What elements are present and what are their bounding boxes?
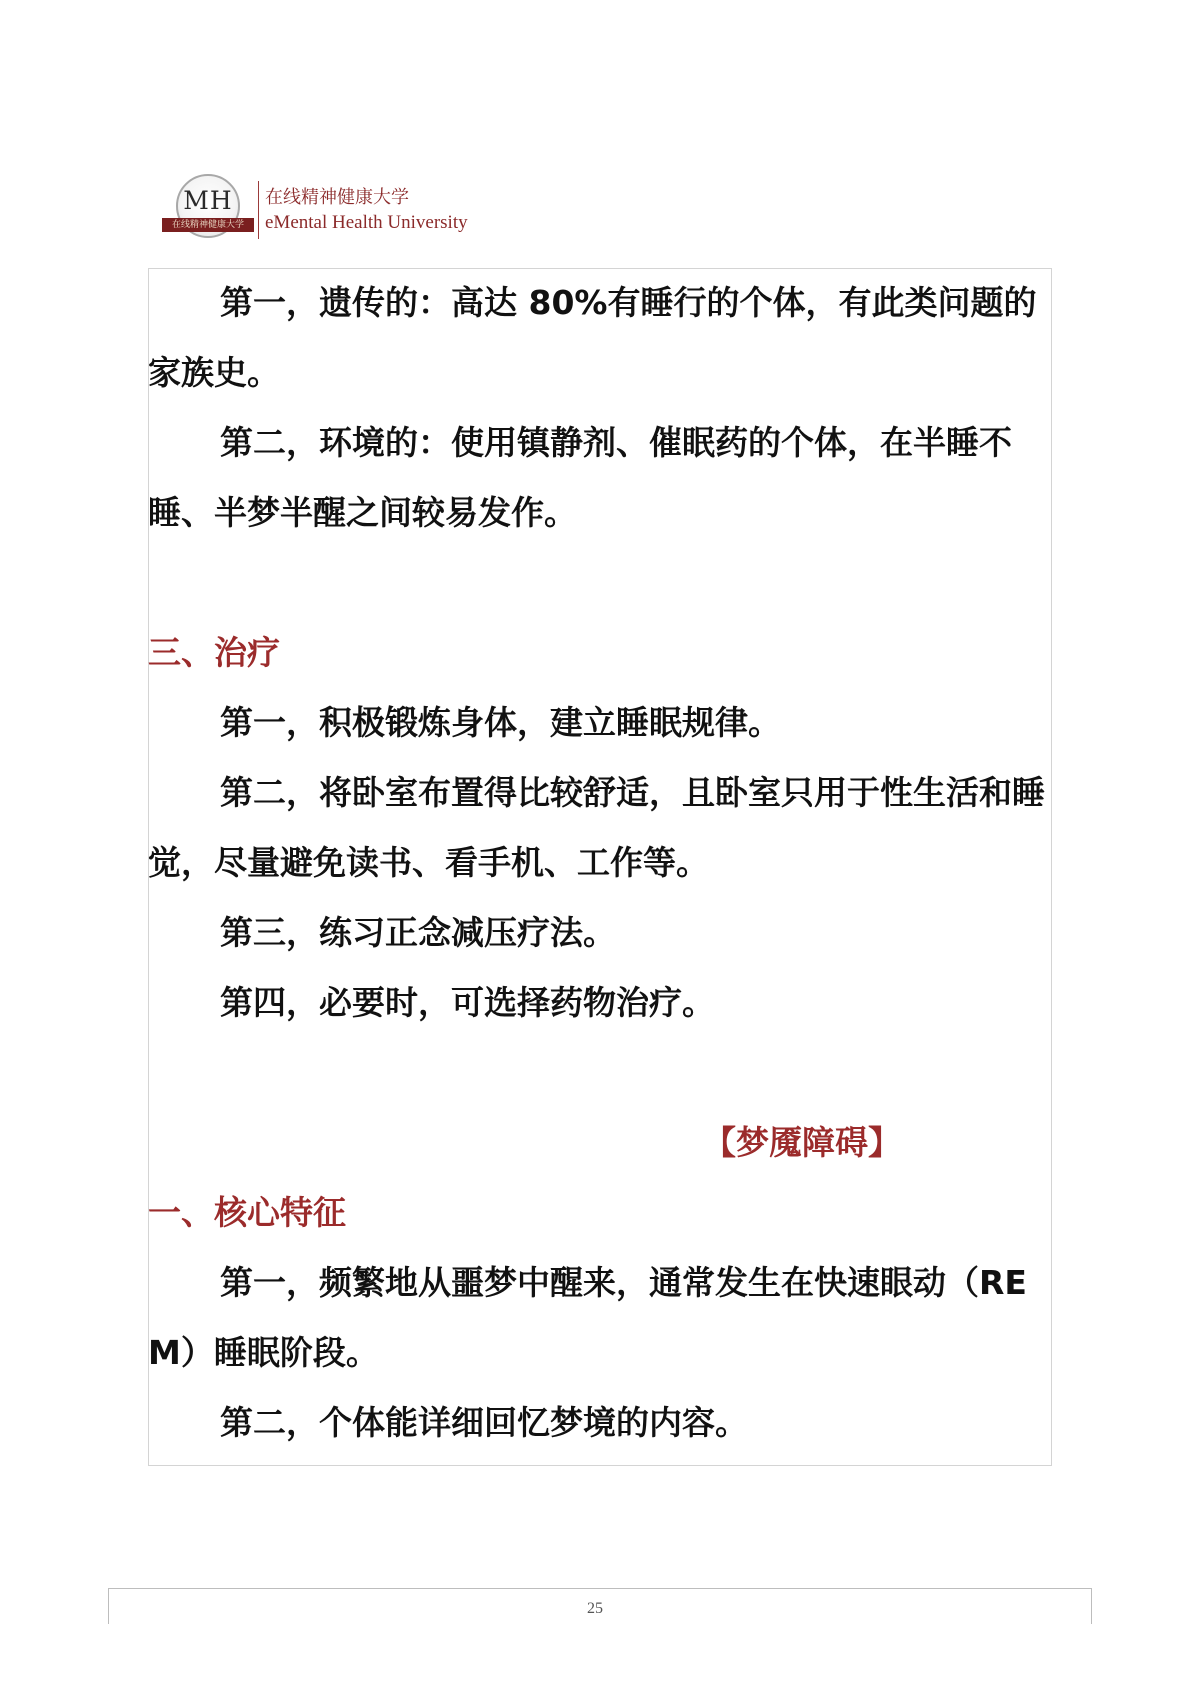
paragraph-genetic: 第一，遗传的：高达 80%有睡行的个体，有此类问题的家族史。	[148, 283, 1037, 392]
paragraph-treatment-3: 第三，练习正念减压疗法。	[220, 913, 616, 952]
spacer	[148, 1038, 1052, 1108]
paragraph-core-2: 第二，个体能详细回忆梦境的内容。	[220, 1403, 748, 1442]
page-number: 25	[587, 1600, 603, 1617]
spacer	[148, 548, 1052, 618]
seal-ribbon: 在线精神健康大学	[162, 218, 254, 232]
paragraph-treatment-4: 第四，必要时，可选择药物治疗。	[220, 983, 715, 1022]
heading-treatment: 三、治疗	[148, 633, 280, 672]
section-title-nightmare-disorder: 【梦魇障碍】	[703, 1123, 901, 1162]
header-text	[265, 185, 468, 235]
paragraph-environment: 第二，环境的：使用镇静剂、催眠药的个体，在半睡不睡、半梦半醒之间较易发作。	[148, 423, 1012, 532]
heading-core-features: 一、核心特征	[148, 1193, 346, 1232]
paragraph-treatment-1: 第一，积极锻炼身体，建立睡眠规律。	[220, 703, 781, 742]
paragraph-core-1: 第一，频繁地从噩梦中醒来，通常发生在快速眼动（REM）睡眠阶段。	[148, 1263, 1027, 1372]
content-body	[148, 268, 1052, 1458]
footer-rule	[108, 1588, 1092, 1589]
university-name-cn: 在线精神健康大学	[265, 187, 409, 208]
university-header	[172, 174, 468, 246]
university-name-en: eMental Health University	[265, 212, 468, 233]
header-divider	[258, 181, 259, 239]
seal-letters: MH	[183, 186, 233, 215]
paragraph-treatment-2: 第二，将卧室布置得比较舒适，且卧室只用于性生活和睡觉，尽量避免读书、看手机、工作等。	[148, 773, 1045, 882]
university-logo-seal	[172, 174, 244, 246]
